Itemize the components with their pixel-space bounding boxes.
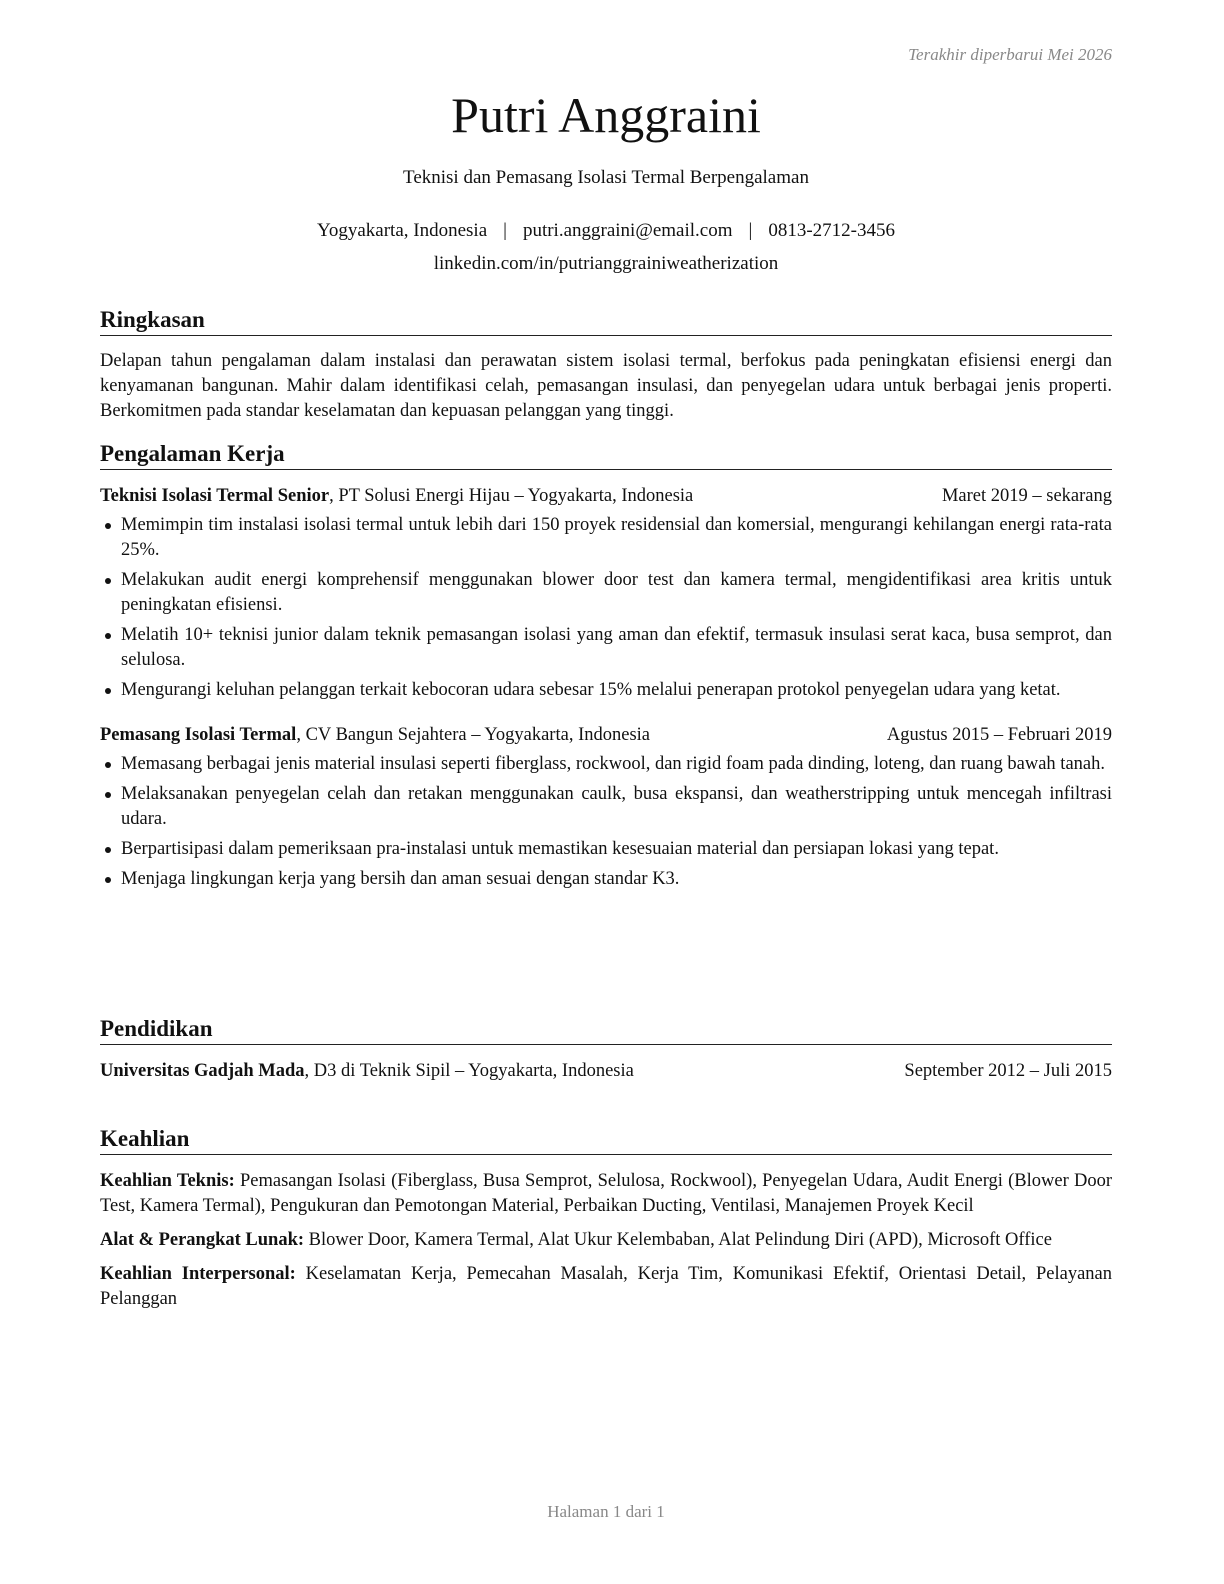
job-bullets <box>100 513 1112 703</box>
job-role: Pemasang Isolasi Termal <box>100 725 297 745</box>
skills-section <box>100 1125 1112 1321</box>
email-link[interactable]: putri.anggraini@email.com <box>522 220 733 241</box>
job-header <box>100 723 1112 748</box>
section-title: Ringkasan <box>100 306 1112 336</box>
skill-group <box>100 1169 1112 1219</box>
list-item: Melaksanakan penyegelan celah dan retakan menggunakan caulk, busa ekspansi, dan weatherstripping untuk mencegah infiltrasi udara. <box>100 782 1112 832</box>
school-name: Universitas Gadjah Mada <box>100 1061 305 1081</box>
list-item: Berpartisipasi dalam pemeriksaan pra-instalasi untuk memastikan kesesuaian material dan persiapan lokasi yang tepat. <box>100 837 1112 862</box>
job-entry <box>100 484 1112 703</box>
job-entry <box>100 723 1112 892</box>
skill-label: Keahlian Interpersonal: <box>100 1264 296 1284</box>
job-bullets <box>100 752 1112 892</box>
contact-line <box>0 220 1212 242</box>
list-item: Melatih 10+ teknisi junior dalam teknik pemasangan isolasi yang aman dan efektif, termasuk insulasi serat kaca, busa semprot, dan selulosa. <box>100 623 1112 673</box>
summary-text: Delapan tahun pengalaman dalam instalasi dan perawatan sistem isolasi termal, berfokus pada peningkatan efisiensi energi dan kenyamanan bangunan. Mahir dalam identifikasi celah, pemasangan insulasi, dan penyegelan udara untuk berbagai jenis properti. Berkomitmen pada standar keselamatan dan kepuasan pelanggan yang tinggi. <box>100 351 1112 421</box>
page-number: Halaman 1 dari 1 <box>547 1502 665 1521</box>
last-updated: Terakhir diperbarui Mei 2026 <box>908 45 1112 64</box>
separator: | <box>503 220 507 241</box>
list-item: Melakukan audit energi komprehensif menggunakan blower door test dan kamera termal, mengidentifikasi area kritis untuk peningkatan efisiensi. <box>100 568 1112 618</box>
job-org: , CV Bangun Sejahtera – Yogyakarta, Indonesia <box>296 725 650 745</box>
skill-group <box>100 1262 1112 1312</box>
skill-text: Pemasangan Isolasi (Fiberglass, Busa Semprot, Selulosa, Rockwool), Penyegelan Udara, Audit Energi (Blower Door Test, Kamera Termal), Pengukuran dan Pemotongan Material, Perbaikan Ducting, Ventilasi, Manajemen Proyek Kecil <box>100 1171 1112 1216</box>
separator: | <box>748 220 753 241</box>
job-header <box>100 484 1112 509</box>
job-role: Teknisi Isolasi Termal Senior <box>100 486 330 506</box>
summary-section <box>100 306 1112 424</box>
skill-group <box>100 1228 1112 1253</box>
education-dates: September 2012 – Juli 2015 <box>904 1061 1112 1081</box>
linkedin-link[interactable]: linkedin.com/in/putrianggrainiweatherization <box>433 253 779 274</box>
skill-label: Alat & Perangkat Lunak: <box>100 1230 305 1250</box>
education-section <box>100 1015 1112 1084</box>
section-title: Pendidikan <box>100 1015 1112 1045</box>
phone: 0813-2712-3456 <box>768 220 895 241</box>
list-item: Memasang berbagai jenis material insulasi seperti fiberglass, rockwool, dan rigid foam pada dinding, loteng, dan ruang bawah tanah. <box>100 752 1112 777</box>
list-item: Menjaga lingkungan kerja yang bersih dan aman sesuai dengan standar K3. <box>100 867 1112 892</box>
degree: , D3 di Teknik Sipil – Yogyakarta, Indonesia <box>304 1061 634 1081</box>
section-title: Keahlian <box>100 1125 1112 1155</box>
tagline: Teknisi dan Pemasang Isolasi Termal Berpengalaman <box>403 167 809 188</box>
experience-section <box>100 440 1112 897</box>
section-title: Pengalaman Kerja <box>100 440 1112 470</box>
list-item: Memimpin tim instalasi isolasi termal untuk lebih dari 150 proyek residensial dan komersial, mengurangi kehilangan energi rata-rata 25%. <box>100 513 1112 563</box>
skill-label: Keahlian Teknis: <box>100 1171 235 1191</box>
skill-text: Blower Door, Kamera Termal, Alat Ukur Kelembaban, Alat Pelindung Diri (APD), Microsoft Office <box>304 1230 1052 1250</box>
job-org: , PT Solusi Energi Hijau – Yogyakarta, Indonesia <box>329 486 694 506</box>
skill-text: Keselamatan Kerja, Pemecahan Masalah, Kerja Tim, Komunikasi Efektif, Orientasi Detail, Pelayanan Pelanggan <box>100 1264 1112 1309</box>
job-dates: Maret 2019 – sekarang <box>941 486 1112 506</box>
location: Yogyakarta, Indonesia <box>317 220 488 241</box>
candidate-name: Putri Anggraini <box>451 87 761 143</box>
list-item: Mengurangi keluhan pelanggan terkait kebocoran udara sebesar 15% melalui penerapan protokol penyegelan udara yang ketat. <box>100 678 1112 703</box>
education-entry <box>100 1059 1112 1084</box>
job-dates: Agustus 2015 – Februari 2019 <box>886 725 1112 745</box>
